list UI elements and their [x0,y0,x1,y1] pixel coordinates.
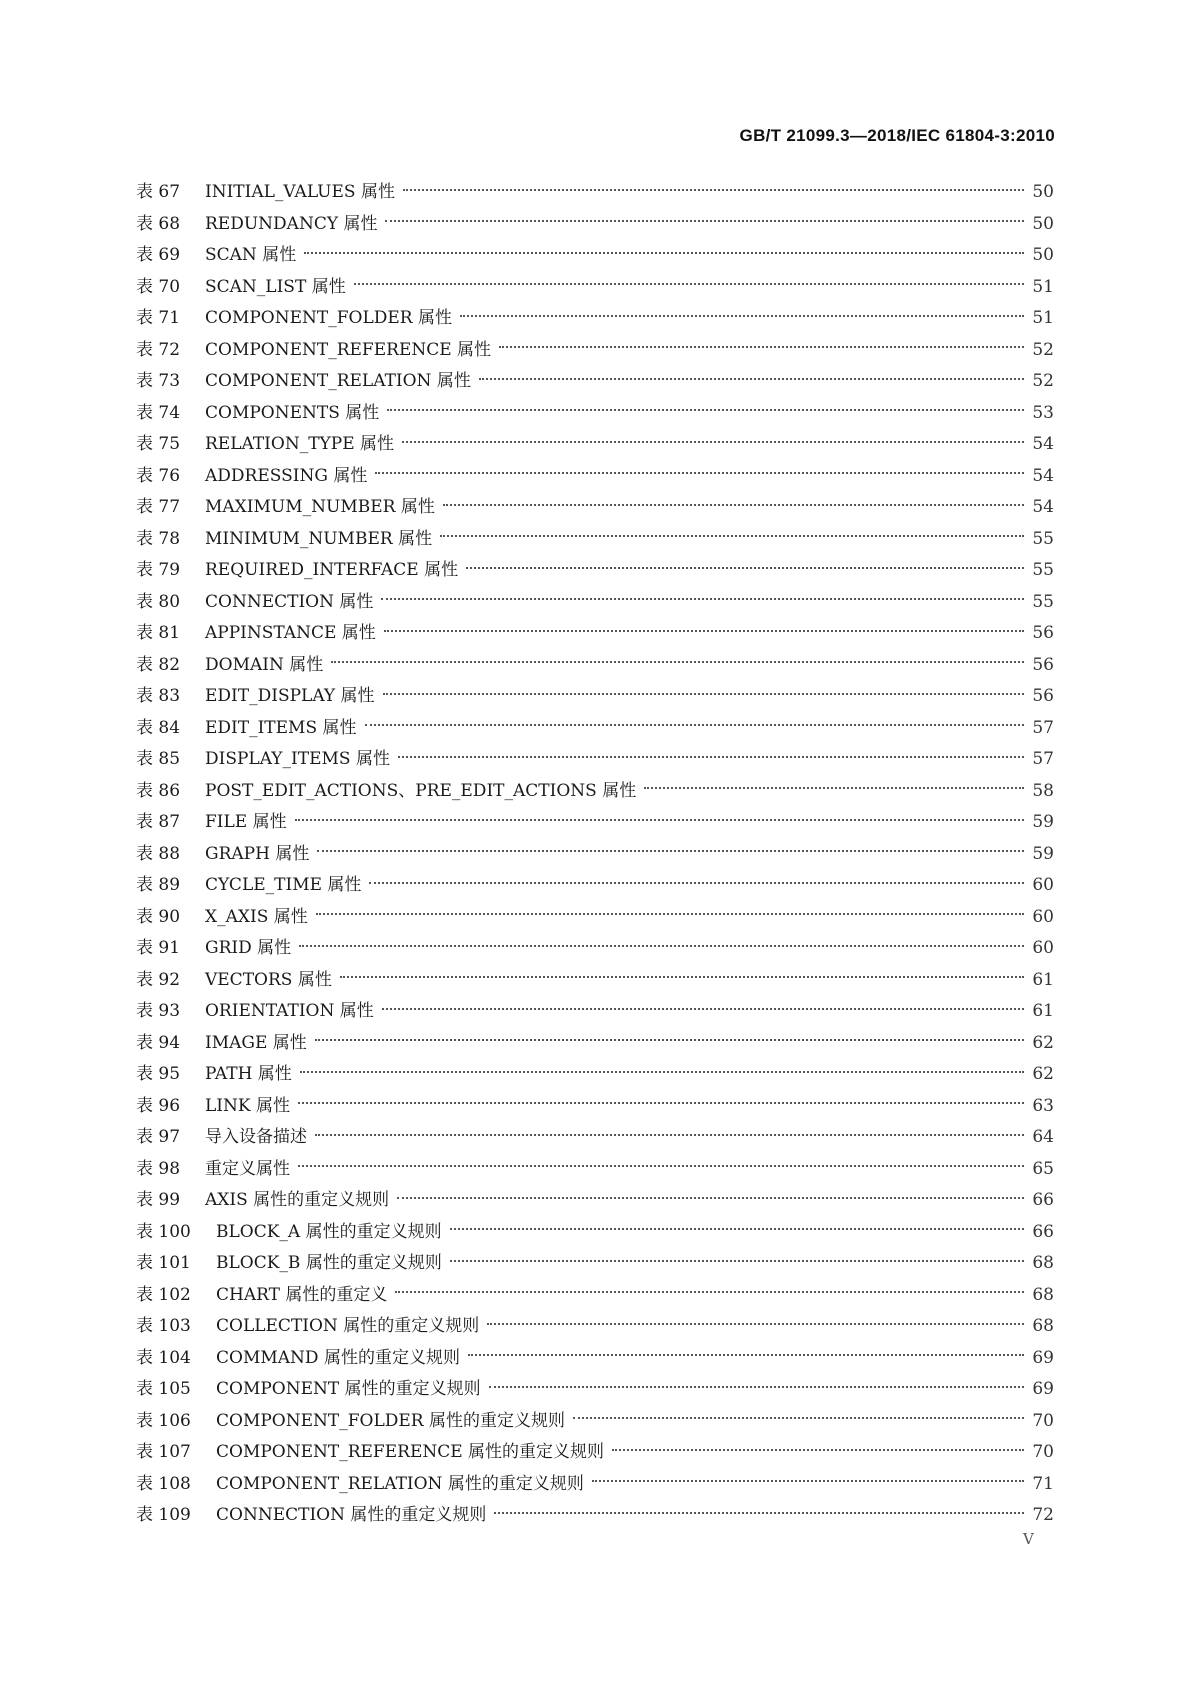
toc-dot-leader [402,441,1024,443]
toc-entry[interactable] [136,902,1054,934]
toc-entry[interactable] [136,555,1054,587]
toc-entry-title: CHART 属性的重定义 [216,1284,388,1305]
toc-entry-page: 57 [1032,717,1054,738]
toc-dot-leader [499,346,1024,348]
toc-entry-title: X_AXIS 属性 [205,906,308,927]
toc-entry-page: 52 [1032,371,1054,391]
toc-entry-page: 66 [1032,1221,1054,1242]
toc-entry-number: 表 72 [136,339,181,360]
toc-entry-page: 62 [1032,1032,1054,1053]
toc-entry-page: 69 [1032,1379,1054,1399]
toc-dot-leader [468,1354,1024,1356]
toc-dot-leader [331,661,1024,663]
toc-dot-leader [315,1134,1024,1136]
standard-id-header: GB/T 21099.3—2018/IEC 61804-3:2010 [739,126,1055,145]
toc-entry[interactable] [136,1217,1054,1249]
toc-entry[interactable] [136,933,1054,965]
toc-entry-page: 72 [1032,1505,1054,1525]
toc-entry[interactable] [136,996,1054,1028]
toc-dot-leader [383,693,1024,695]
toc-entry-number: 表 70 [136,276,181,297]
toc-entry-title: DOMAIN 属性 [205,654,324,675]
toc-dot-leader [316,913,1024,915]
toc-entry-page: 70 [1032,1410,1054,1431]
toc-entry-page: 51 [1032,276,1054,297]
toc-entry-page: 50 [1032,245,1054,265]
toc-entry-title: MINIMUM_NUMBER 属性 [205,528,433,549]
toc-dot-leader [298,1165,1024,1167]
toc-entry-title: ADDRESSING 属性 [205,465,368,486]
toc-entry[interactable] [136,1406,1054,1438]
toc-entry-title: EDIT_ITEMS 属性 [205,717,357,738]
toc-dot-leader [494,1512,1024,1514]
toc-entry-number: 表 75 [136,434,181,454]
toc-entry-number: 表 77 [136,497,181,517]
toc-entry[interactable] [136,744,1054,776]
toc-entry-title: POST_EDIT_ACTIONS、PRE_EDIT_ACTIONS 属性 [205,780,637,801]
toc-dot-leader [365,724,1024,726]
toc-dot-leader [487,1323,1024,1325]
toc-entry-number: 表 85 [136,749,181,769]
toc-entry-number: 表 73 [136,371,181,391]
toc-entry[interactable] [136,177,1054,209]
toc-entry-number: 表 89 [136,875,181,895]
toc-entry-page: 63 [1032,1095,1054,1116]
toc-entry[interactable] [136,807,1054,839]
toc-entry-page: 61 [1032,969,1054,990]
toc-entry-page: 69 [1032,1347,1054,1368]
toc-entry-number: 表 83 [136,686,181,706]
toc-entry-number: 表 97 [136,1127,181,1147]
toc-entry-number: 表 106 [136,1410,191,1431]
toc-entry[interactable] [136,1028,1054,1060]
toc-entry-title: COMPONENT_FOLDER 属性 [205,308,452,328]
toc-entry-page: 55 [1032,560,1054,580]
toc-entry-number: 表 79 [136,560,181,580]
toc-dot-leader [489,1386,1024,1388]
toc-entry-number: 表 86 [136,780,181,801]
toc-dot-leader [385,220,1024,222]
toc-entry[interactable] [136,335,1054,367]
toc-dot-leader [466,567,1024,569]
toc-entry-number: 表 69 [136,245,181,265]
toc-entry-page: 70 [1032,1442,1054,1462]
toc-entry-title: MAXIMUM_NUMBER 属性 [205,497,435,517]
toc-entry-number: 表 103 [136,1316,191,1336]
toc-entry[interactable] [136,398,1054,430]
toc-entry-number: 表 107 [136,1442,191,1462]
toc-dot-leader [382,1008,1024,1010]
toc-dot-leader [573,1417,1024,1419]
toc-entry[interactable] [136,461,1054,493]
toc-entry-number: 表 96 [136,1095,181,1116]
toc-entry[interactable] [136,272,1054,304]
toc-entry-title: CYCLE_TIME 属性 [205,875,362,895]
toc-entry[interactable] [136,1154,1054,1186]
toc-entry[interactable] [136,1122,1054,1154]
toc-entry-title: CONNECTION 属性的重定义规则 [216,1505,487,1525]
toc-entry[interactable] [136,681,1054,713]
toc-entry[interactable] [136,776,1054,808]
toc-entry-title: BLOCK_A 属性的重定义规则 [216,1221,442,1242]
toc-entry[interactable] [136,240,1054,272]
toc-dot-leader [381,598,1024,600]
toc-entry[interactable] [136,1500,1054,1532]
toc-entry-title: COMMAND 属性的重定义规则 [216,1347,460,1368]
toc-entry-page: 59 [1032,812,1054,832]
toc-entry-page: 65 [1032,1158,1054,1179]
toc-entry[interactable] [136,209,1054,241]
toc-entry-number: 表 81 [136,623,181,643]
toc-entry-title: INITIAL_VALUES 属性 [205,182,395,202]
toc-entry-page: 54 [1032,497,1054,517]
toc-entry-title: SCAN 属性 [205,245,297,265]
toc-dot-leader [450,1228,1024,1230]
toc-dot-leader [395,1291,1024,1293]
toc-dot-leader [317,850,1024,852]
toc-entry-page: 68 [1032,1284,1054,1305]
toc-entry-title: COMPONENT_RELATION 属性的重定义规则 [216,1473,584,1494]
toc-entry-number: 表 94 [136,1032,181,1053]
toc-entry-title: GRID 属性 [205,938,292,958]
toc-entry-number: 表 98 [136,1158,181,1179]
toc-entry-page: 54 [1032,434,1054,454]
toc-dot-leader [479,378,1024,380]
toc-entry-page: 60 [1032,938,1054,958]
toc-entry-title: 导入设备描述 [205,1127,307,1147]
toc-dot-leader [299,945,1024,947]
toc-entry-number: 表 93 [136,1001,181,1021]
toc-entry[interactable] [136,1374,1054,1406]
toc-dot-leader [375,472,1024,474]
toc-entry[interactable] [136,1311,1054,1343]
toc-entry-title: PATH 属性 [205,1064,292,1084]
toc-entry[interactable] [136,1248,1054,1280]
toc-dot-leader [443,504,1024,506]
toc-entry-title: BLOCK_B 属性的重定义规则 [216,1253,442,1273]
toc-entry-title: APPINSTANCE 属性 [205,623,376,643]
toc-entry-number: 表 91 [136,938,181,958]
toc-entry-number: 表 87 [136,812,181,832]
toc-entry-number: 表 71 [136,308,181,328]
toc-entry-page: 60 [1032,906,1054,927]
toc-dot-leader [450,1260,1024,1262]
toc-dot-leader [403,189,1024,191]
toc-dot-leader [592,1480,1024,1482]
toc-entry[interactable] [136,303,1054,335]
toc-entry-number: 表 76 [136,465,181,486]
toc-entry[interactable] [136,650,1054,682]
toc-dot-leader [298,1102,1024,1104]
toc-entry[interactable] [136,1185,1054,1217]
toc-dot-leader [440,535,1024,537]
toc-entry-page: 53 [1032,402,1054,423]
toc-entry[interactable] [136,1091,1054,1123]
toc-entry-number: 表 109 [136,1505,191,1525]
toc-dot-leader [315,1039,1024,1041]
toc-entry-number: 表 101 [136,1253,191,1273]
toc-dot-leader [612,1449,1024,1451]
toc-dot-leader [369,882,1024,884]
toc-entry[interactable] [136,1437,1054,1469]
toc-dot-leader [397,1197,1024,1199]
toc-entry-title: GRAPH 属性 [205,843,310,864]
toc-entry-page: 59 [1032,843,1054,864]
toc-dot-leader [354,283,1024,285]
toc-entry-number: 表 88 [136,843,181,864]
toc-entry[interactable] [136,366,1054,398]
toc-entry-page: 56 [1032,623,1054,643]
toc-entry-title: 重定义属性 [205,1158,290,1179]
toc-entry-page: 54 [1032,465,1054,486]
toc-dot-leader [295,819,1024,821]
toc-entry-page: 68 [1032,1253,1054,1273]
toc-dot-leader [398,756,1024,758]
toc-entry-title: LINK 属性 [205,1095,290,1116]
toc-entry-title: FILE 属性 [205,812,287,832]
toc-entry-number: 表 95 [136,1064,181,1084]
toc-entry-title: RELATION_TYPE 属性 [205,434,395,454]
toc-entry-number: 表 84 [136,717,181,738]
toc-entry[interactable] [136,492,1054,524]
toc-entry-title: COLLECTION 属性的重定义规则 [216,1316,480,1336]
toc-dot-leader [460,315,1024,317]
toc-entry-title: COMPONENT_RELATION 属性 [205,371,471,391]
toc-entry-title: CONNECTION 属性 [205,591,374,612]
toc-entry[interactable] [136,870,1054,902]
toc-entry-number: 表 108 [136,1473,191,1494]
toc-entry-title: VECTORS 属性 [205,969,332,990]
toc-entry[interactable] [136,618,1054,650]
toc-entry-page: 64 [1032,1127,1054,1147]
toc-entry-page: 66 [1032,1190,1054,1210]
toc-entry[interactable] [136,1343,1054,1375]
toc-entry-number: 表 104 [136,1347,191,1368]
toc-entry-page: 52 [1032,339,1054,360]
toc-entry-page: 50 [1032,213,1054,234]
toc-entry[interactable] [136,587,1054,619]
toc-entry-page: 57 [1032,749,1054,769]
toc-entry-title: REDUNDANCY 属性 [205,213,378,234]
toc-entry-page: 60 [1032,875,1054,895]
toc-entry-title: SCAN_LIST 属性 [205,276,346,297]
toc-entry-title: DISPLAY_ITEMS 属性 [205,749,390,769]
toc-entry-number: 表 68 [136,213,181,234]
toc-entry-number: 表 100 [136,1221,191,1242]
toc-entry-number: 表 80 [136,591,181,612]
toc-dot-leader [300,1071,1024,1073]
toc-entry-number: 表 92 [136,969,181,990]
toc-entry-page: 71 [1032,1473,1054,1494]
toc-entry-title: REQUIRED_INTERFACE 属性 [205,560,459,580]
toc-dot-leader [340,976,1024,978]
toc-entry[interactable] [136,429,1054,461]
toc-entry-number: 表 82 [136,654,181,675]
toc-dot-leader [304,252,1024,254]
toc-entry[interactable] [136,713,1054,745]
toc-entry[interactable] [136,839,1054,871]
toc-entry-page: 61 [1032,1001,1054,1021]
toc-entry[interactable] [136,1469,1054,1501]
toc-entry-title: EDIT_DISPLAY 属性 [205,686,375,706]
toc-entry-title: COMPONENT_REFERENCE 属性 [205,339,492,360]
toc-entry-number: 表 105 [136,1379,191,1399]
toc-entry-title: COMPONENT 属性的重定义规则 [216,1379,481,1399]
toc-entry-title: COMPONENT_FOLDER 属性的重定义规则 [216,1410,565,1431]
toc-dot-leader [384,630,1024,632]
toc-entry-title: ORIENTATION 属性 [205,1001,374,1021]
toc-entry-page: 68 [1032,1316,1054,1336]
toc-entry[interactable] [136,1280,1054,1312]
toc-entry-number: 表 74 [136,402,181,423]
toc-entry-page: 55 [1032,591,1054,612]
toc-entry-page: 56 [1032,654,1054,675]
toc-entry-number: 表 102 [136,1284,191,1305]
toc-entry-title: AXIS 属性的重定义规则 [205,1190,390,1210]
toc-entry-number: 表 99 [136,1190,181,1210]
toc-entry-page: 51 [1032,308,1054,328]
toc-dot-leader [387,409,1024,411]
toc-entry-title: IMAGE 属性 [205,1032,307,1053]
toc-entry[interactable] [136,1059,1054,1091]
toc-entry[interactable] [136,524,1054,556]
page-number-footer: V [1023,1530,1034,1548]
toc-entry-page: 58 [1032,780,1054,801]
toc-entry-page: 55 [1032,528,1054,549]
toc-entry-number: 表 67 [136,182,181,202]
toc-entry-number: 表 90 [136,906,181,927]
toc-entry-page: 50 [1032,182,1054,202]
toc-entry-page: 56 [1032,686,1054,706]
table-of-contents [136,177,1054,1532]
toc-dot-leader [644,787,1024,789]
toc-entry-page: 62 [1032,1064,1054,1084]
toc-entry-title: COMPONENTS 属性 [205,402,380,423]
toc-entry-title: COMPONENT_REFERENCE 属性的重定义规则 [216,1442,605,1462]
toc-entry-number: 表 78 [136,528,181,549]
toc-entry[interactable] [136,965,1054,997]
